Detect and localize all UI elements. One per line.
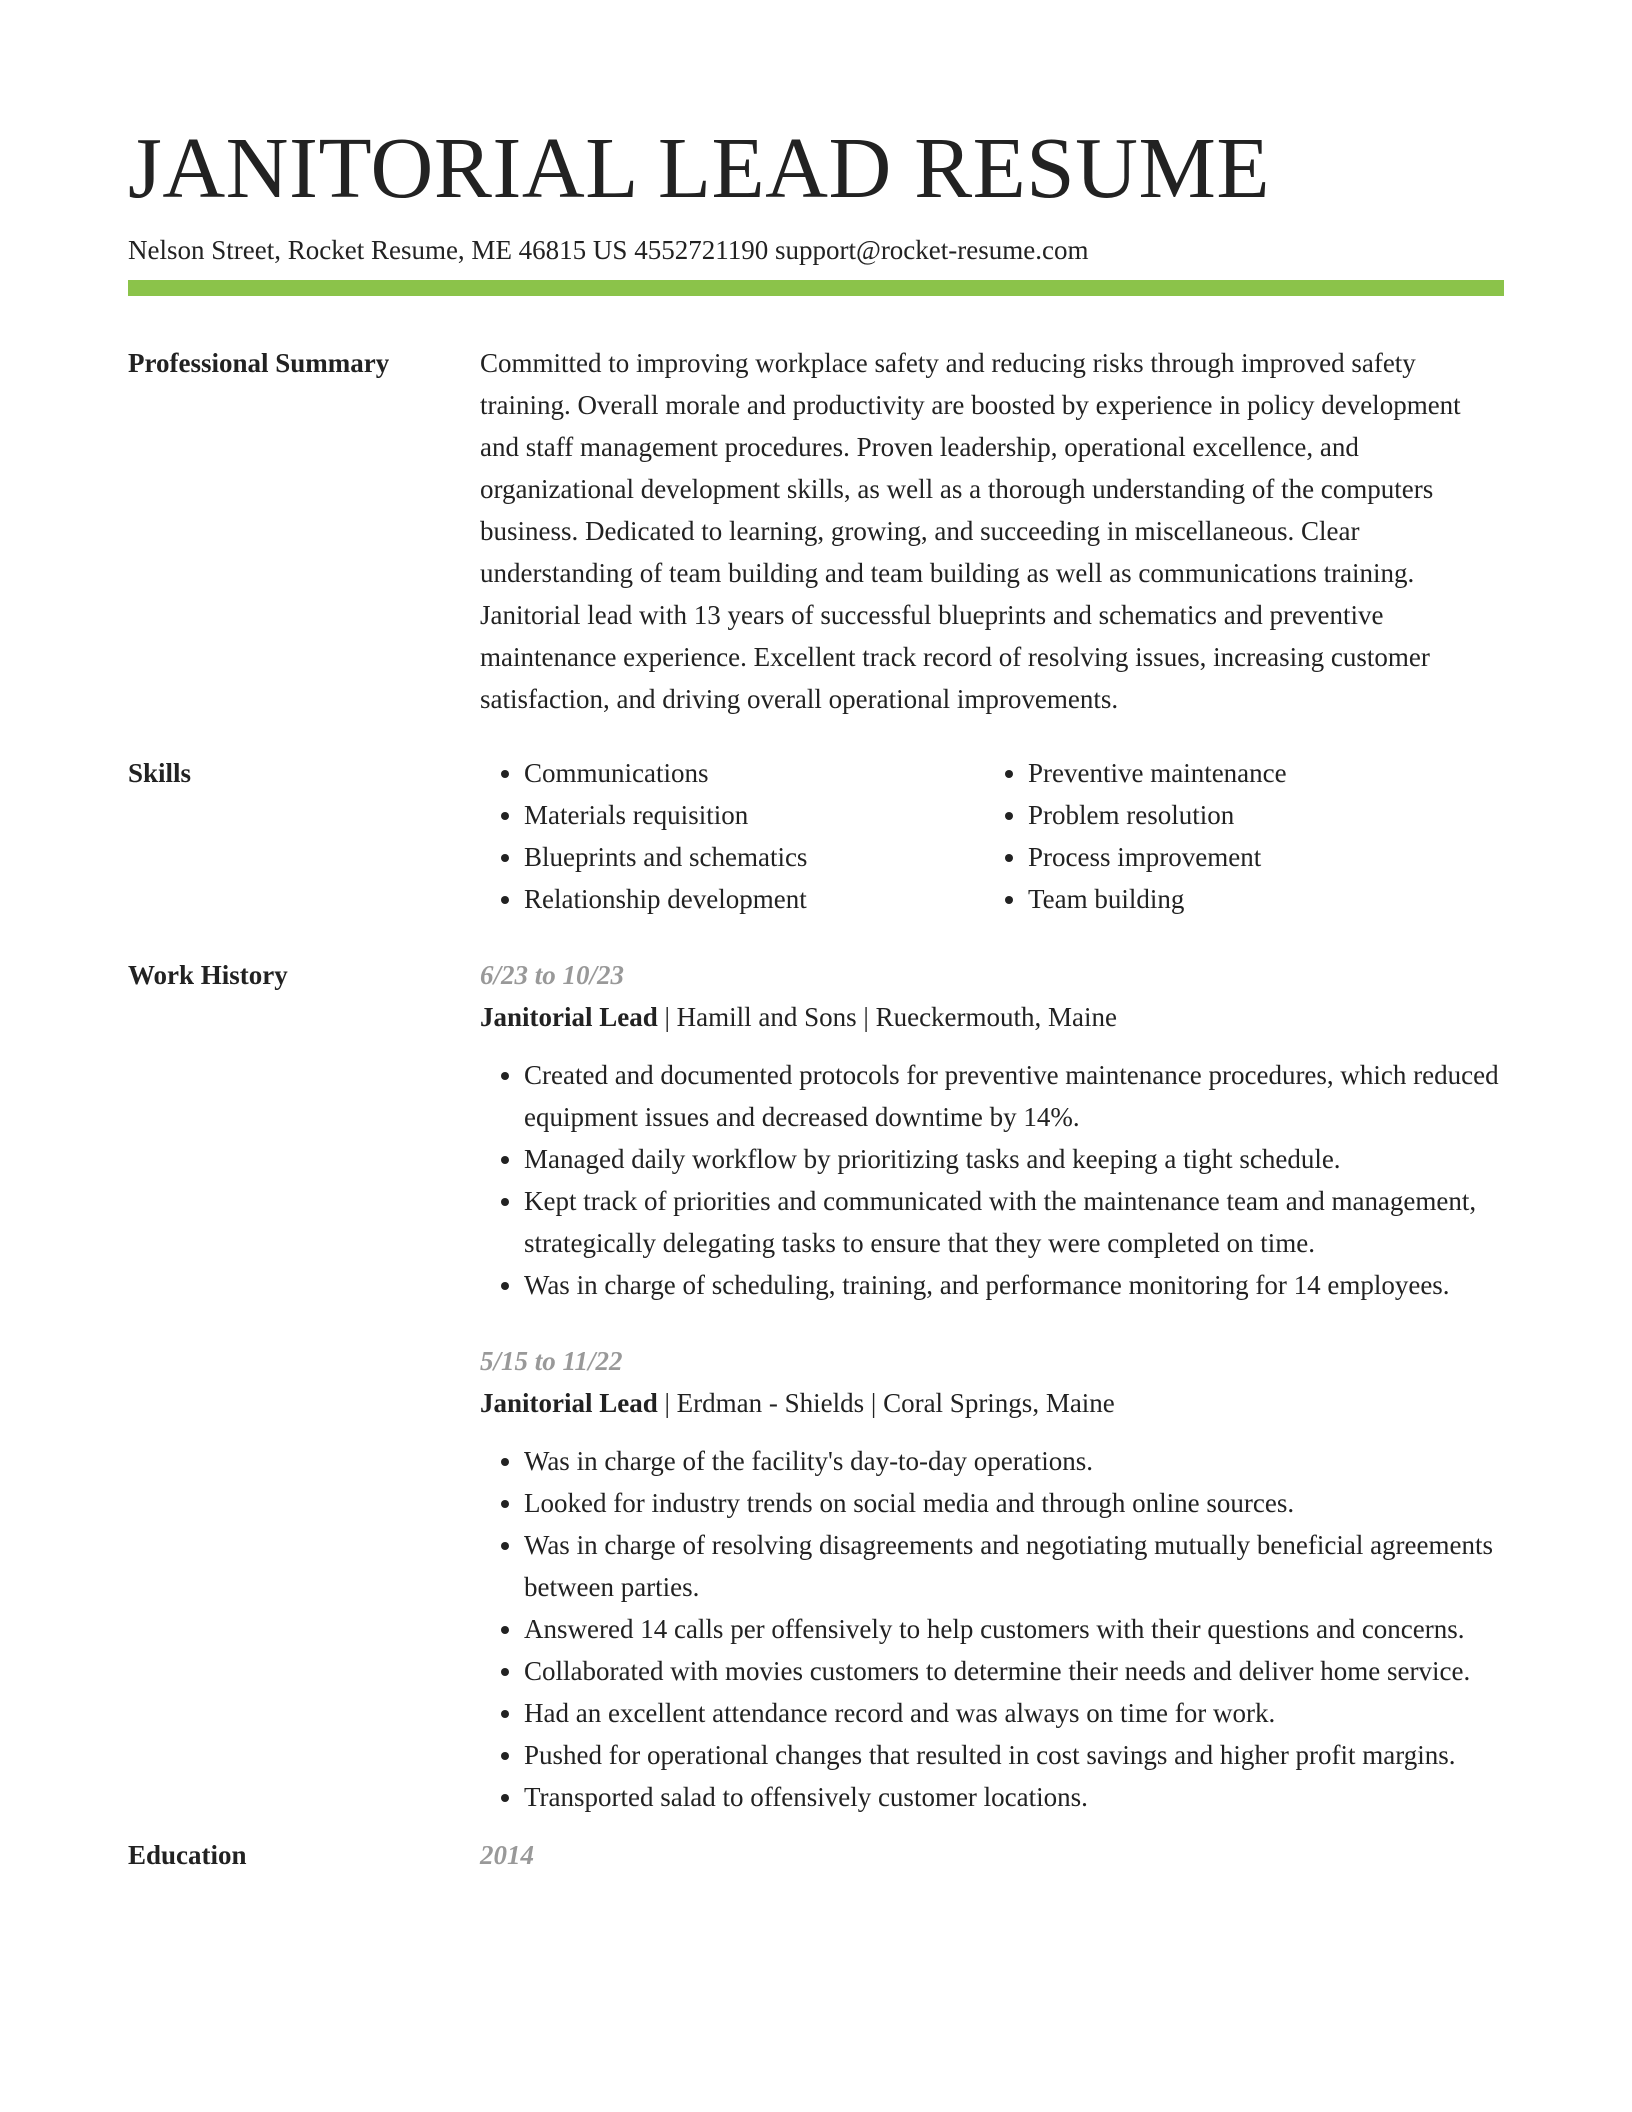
job-heading: [480, 1382, 1504, 1424]
job-entry: [480, 1340, 1504, 1818]
summary-text: Committed to improving workplace safety and reducing risks through improved safety training. Overall morale and productivity are boosted by experience in policy development and staff management procedures. Proven leadership, operational excellence, and organizational development skills, as well as a thorough understanding of the computers business. Dedicated to learning, growing, and succeeding in miscellaneous. Clear understanding of team building and team building as well as communications training. Janitorial lead with 13 years of successful blueprints and schematics and preventive maintenance experience. Excellent track record of resolving issues, increasing customer satisfaction, and driving overall operational improvements.: [480, 348, 1461, 714]
job-bullets: [480, 1440, 1504, 1818]
job-bullet: • Had an excellent attendance record and was always on time for work.: [524, 1692, 1504, 1734]
job-bullet: • Looked for industry trends on social media and through online sources.: [524, 1482, 1504, 1524]
skill-item: • Materials requisition: [524, 794, 984, 836]
job-bullet: • Was in charge of resolving disagreements and negotiating mutually beneficial agreements between parties.: [524, 1524, 1504, 1608]
professional-summary-section: [128, 342, 1504, 720]
education-section: [128, 1834, 1504, 1876]
skill-item: • Preventive maintenance: [1028, 752, 1488, 794]
skill-item: • Relationship development: [524, 878, 984, 920]
contact-line: [128, 232, 1504, 268]
skill-item: • Blueprints and schematics: [524, 836, 984, 878]
resume-page: [128, 118, 1504, 1876]
job-bullet: • Pushed for operational changes that resulted in cost savings and higher profit margins.: [524, 1734, 1504, 1776]
job-bullet: • Created and documented protocols for preventive maintenance procedures, which reduced equipment issues and decreased downtime by 14%.: [524, 1054, 1504, 1138]
skill-item: • Communications: [524, 752, 984, 794]
section-label-education: Education: [128, 1840, 247, 1870]
skill-item: • Team building: [1028, 878, 1488, 920]
job-dates: 6/23 to 10/23: [480, 960, 625, 990]
job-role: Janitorial Lead: [480, 1002, 658, 1032]
job-company: | Erdman - Shields: [658, 1388, 864, 1418]
skills-list-left: [480, 752, 984, 920]
job-bullet: • Was in charge of scheduling, training, and performance monitoring for 14 employees.: [524, 1264, 1504, 1306]
header-divider: [128, 280, 1504, 296]
job-role: Janitorial Lead: [480, 1388, 658, 1418]
job-entry: [480, 954, 1504, 1306]
skills-list-right: [984, 752, 1488, 920]
work-history-section: [128, 954, 1504, 1818]
skill-item: • Process improvement: [1028, 836, 1488, 878]
job-dates: 5/15 to 11/22: [480, 1346, 623, 1376]
job-location: | Rueckermouth, Maine: [857, 1002, 1117, 1032]
job-company: | Hamill and Sons: [658, 1002, 857, 1032]
section-label-summary: Professional Summary: [128, 348, 390, 378]
resume-title: JANITORIAL LEAD RESUME: [128, 119, 1270, 216]
section-label-skills: Skills: [128, 758, 192, 788]
job-bullets: [480, 1054, 1504, 1306]
job-bullet: • Collaborated with movies customers to determine their needs and deliver home service.: [524, 1650, 1504, 1692]
job-bullet: • Transported salad to offensively customer locations.: [524, 1776, 1504, 1818]
contact-phone: 4552721190: [634, 235, 769, 265]
contact-email: support@rocket-resume.com: [774, 235, 1089, 265]
section-label-work: Work History: [128, 960, 288, 990]
skill-item: • Problem resolution: [1028, 794, 1488, 836]
education-year: 2014: [480, 1840, 534, 1870]
contact-address: Nelson Street, Rocket Resume, ME 46815 US: [128, 235, 628, 265]
job-bullet: • Managed daily workflow by prioritizing tasks and keeping a tight schedule.: [524, 1138, 1504, 1180]
job-bullet: • Kept track of priorities and communicated with the maintenance team and management, strategically delegating tasks to ensure that they were completed on time.: [524, 1180, 1504, 1264]
job-heading: [480, 996, 1504, 1038]
job-bullet: • Answered 14 calls per offensively to help customers with their questions and concerns.: [524, 1608, 1504, 1650]
job-bullet: • Was in charge of the facility's day-to-day operations.: [524, 1440, 1504, 1482]
job-location: | Coral Springs, Maine: [864, 1388, 1115, 1418]
skills-section: [128, 752, 1504, 920]
